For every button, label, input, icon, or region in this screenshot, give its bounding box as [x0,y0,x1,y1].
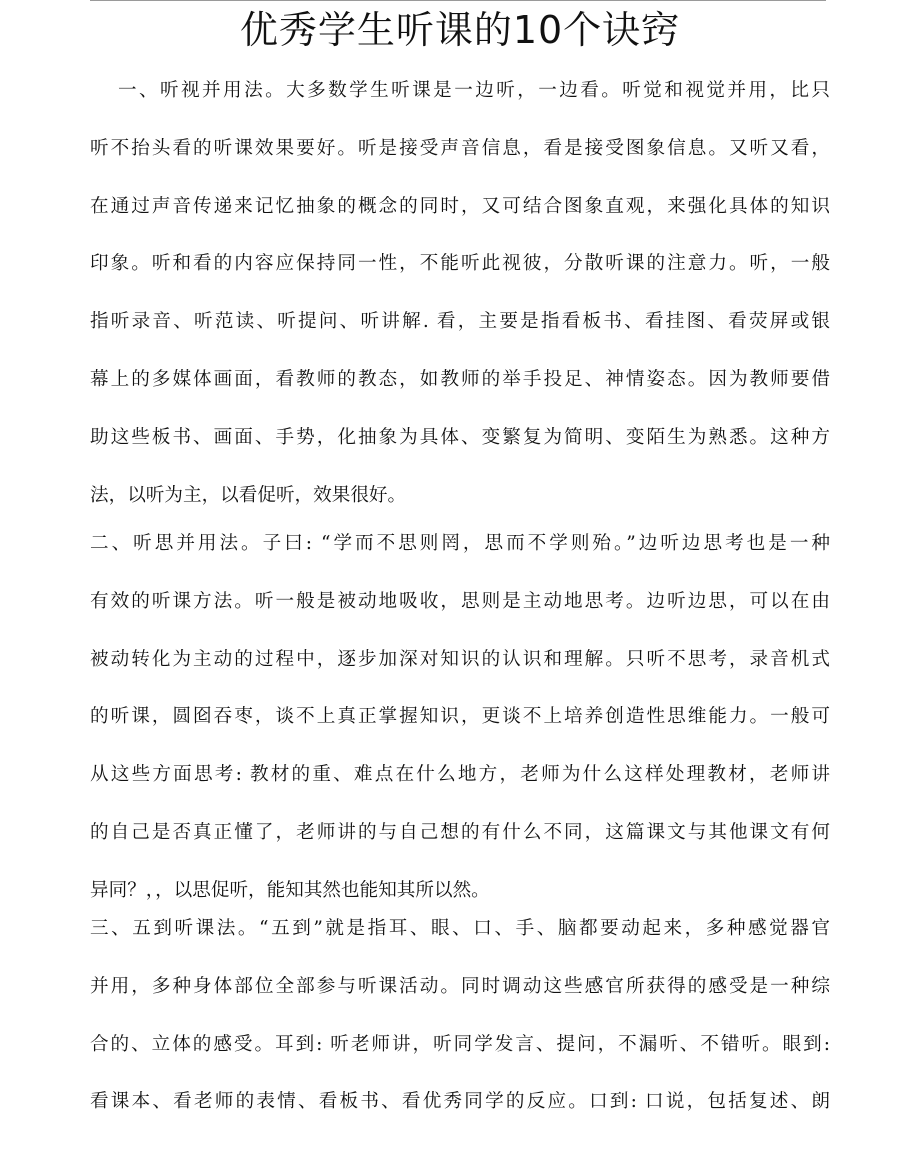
text-line: 异同？，，以思促听，能知其然也能知其所以然。 [90,879,490,901]
text-line: 从这些方面思考: 教材的重、难点在什么地方，老师为什么这样处理教材，老师讲 [90,764,830,786]
text-line: 的听课，圆囵吞枣，谈不上真正掌握知识，更谈不上培养创造性思维能力。一般可 [90,706,830,728]
text-line: 印象。听和看的内容应保持同一性，不能听此视彼，分散听课的注意力。听，一般 [90,253,830,275]
text-line: 在通过声音传递来记忆抽象的概念的同时，又可结合图象直观，来强化具体的知识 [90,195,830,217]
text-line: 听不抬头看的听课效果要好。听是接受声音信息，看是接受图象信息。又听又看， [90,137,830,159]
text-line: 指听录音、听范读、听提问、听讲解. 看，主要是指看板书、看挂图、看荧屏或银 [90,311,830,333]
paragraph-3 [90,918,830,1149]
text-line: 并用，多种身体部位全部参与听课活动。同时调动这些感官所获得的感受是一种综 [90,975,830,997]
text-line: 二、听思并用法。子曰: “学而不思则罔，思而不学则殆。”边听边思考也是一种 [90,533,830,554]
document-title: 优秀学生听课的10个诀窍 [239,8,681,52]
text-line: 有效的听课方法。听一般是被动地吸收，思则是主动地思考。边听边思，可以在由 [90,590,830,612]
text-line: 合的、立体的感受。耳到: 听老师讲，听同学发言、提问，不漏听、不错听。眼到: [90,1033,830,1055]
text-line: 法，以听为主，以看促听，效果很好。 [90,484,407,506]
text-line: 一、听视并用法。大多数学生听课是一边听，一边看。听觉和视觉并用，比只 [118,80,830,101]
text-line: 三、五到听课法。“五到”就是指耳、眼、口、手、脑都要动起来，多种感觉器官 [90,918,830,939]
top-rule [90,0,826,1]
paragraph-1 [90,80,830,542]
text-line: 的自己是否真正懂了，老师讲的与自己想的有什么不同，这篇课文与其他课文有何 [90,821,830,843]
paragraph-2 [90,533,830,938]
text-line: 被动转化为主动的过程中，逐步加深对知识的认识和理解。只听不思考，录音机式 [90,648,830,670]
text-line: 幕上的多媒体画面，看教师的教态，如教师的举手投足、神情姿态。因为教师要借 [90,368,830,390]
text-line: 助这些板书、画面、手势，化抽象为具体、变繁复为简明、变陌生为熟悉。这种方 [90,426,830,448]
text-line: 看课本、看老师的表情、看板书、看优秀同学的反应。口到: 口说，包括复述、朗 [90,1091,830,1113]
